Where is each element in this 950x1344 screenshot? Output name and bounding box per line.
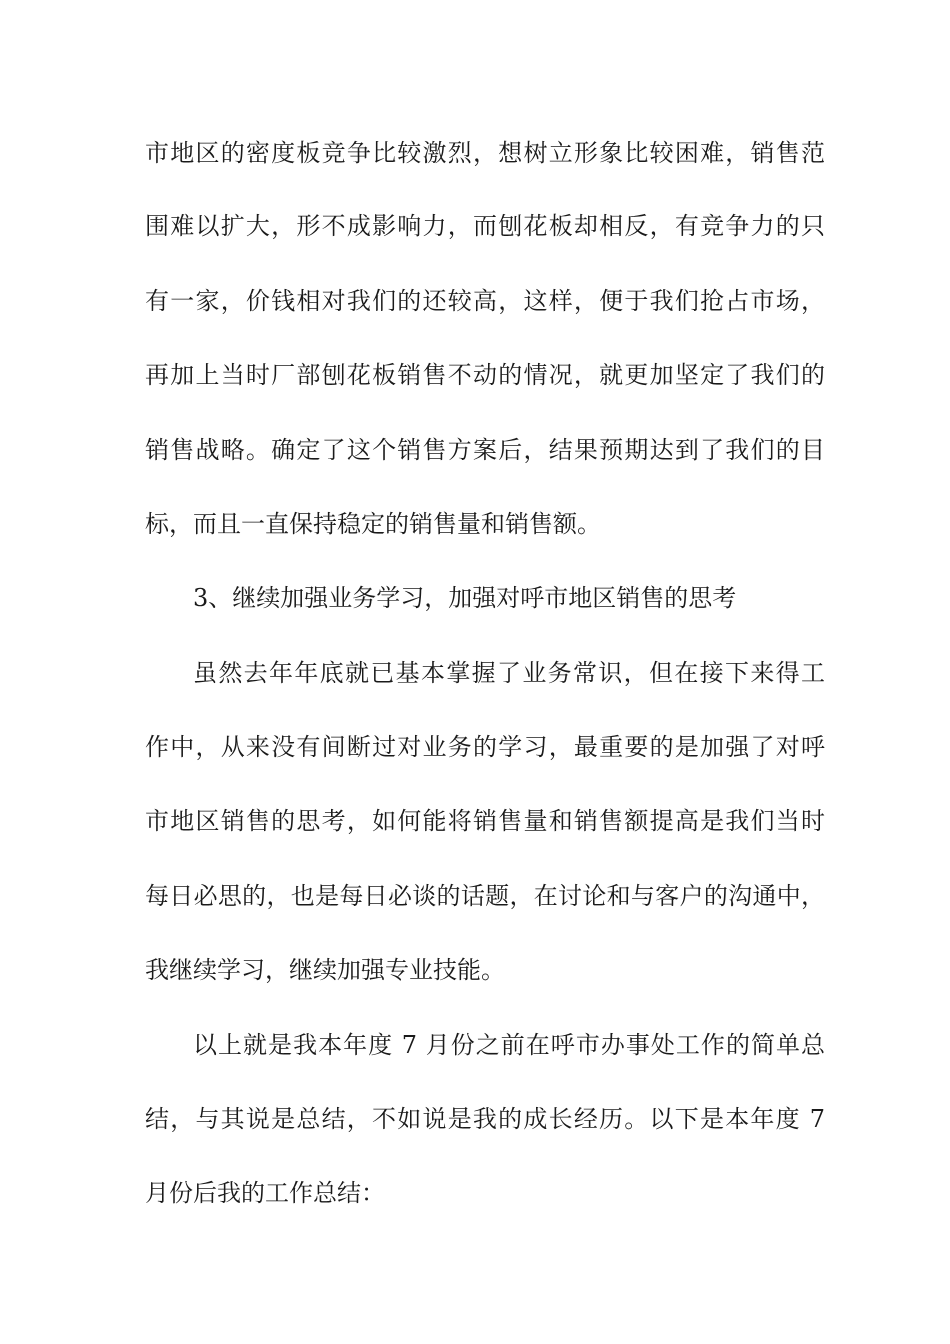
text-line: 月份后我的工作总结： [145, 1179, 385, 1207]
text-line: 虽然去年年底就已基本掌握了业务常识，但在接下来得工 [193, 659, 825, 687]
text-line: 再加上当时厂部刨花板销售不动的情况，就更加坚定了我们的 [145, 361, 825, 389]
text-line: 市地区销售的思考，如何能将销售量和销售额提高是我们当时 [145, 807, 825, 835]
text-line: 我继续学习，继续加强专业技能。 [145, 956, 505, 984]
text-line: 作中，从来没有间断过对业务的学习，最重要的是加强了对呼 [145, 733, 825, 761]
text-line: 标，而且一直保持稳定的销售量和销售额。 [145, 510, 601, 538]
text-line: 每日必思的，也是每日必谈的话题，在讨论和与客户的沟通中， [145, 882, 825, 910]
text-line: 围难以扩大，形不成影响力，而刨花板却相反，有竞争力的只 [145, 212, 825, 240]
text-line: 销售战略。确定了这个销售方案后，结果预期达到了我们的目 [145, 436, 825, 464]
text-line: 结，与其说是总结，不如说是我的成长经历。以下是本年度 7 [145, 1105, 825, 1133]
text-line: 市地区的密度板竞争比较激烈，想树立形象比较困难，销售范 [145, 139, 825, 167]
section-heading: 3、继续加强业务学习，加强对呼市地区销售的思考 [193, 584, 737, 612]
text-line: 有一家，价钱相对我们的还较高，这样，便于我们抢占市场， [145, 287, 825, 315]
text-line: 以上就是我本年度 7 月份之前在呼市办事处工作的简单总 [193, 1031, 825, 1059]
